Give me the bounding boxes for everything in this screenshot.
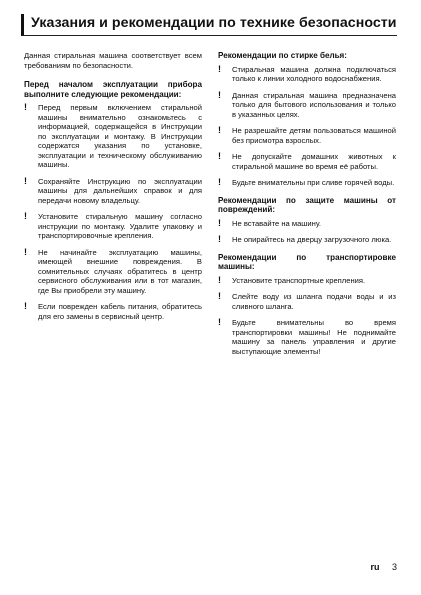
protection-list	[218, 219, 396, 245]
washing-heading: Рекомендации по стирке белья:	[218, 51, 347, 60]
exclamation-icon: !	[218, 317, 221, 328]
washing-list	[218, 65, 396, 188]
list-item-text: Данная стиральная машина предназначена только для бытового использования и только в указанных целях.	[232, 90, 396, 119]
list-item-text: Сохраняйте Инструкцию по эксплуатации машины для дальнейших справок и для передачи новому владельцу.	[38, 176, 202, 205]
list-item	[218, 126, 396, 145]
exclamation-icon: !	[218, 217, 221, 228]
transport-list	[218, 276, 396, 357]
exclamation-icon: !	[218, 274, 221, 285]
list-item-text: Установите стиральную машину согласно инструкции по монтажу. Удалите упаковку и транспортировочные крепления.	[38, 212, 202, 241]
protection-heading: Рекомендации по защите машины от повреждений:	[218, 195, 396, 215]
list-item	[24, 248, 202, 296]
list-item	[24, 103, 202, 170]
list-item	[218, 318, 396, 356]
list-item-text: Не вставайте на машину.	[232, 218, 321, 228]
list-item-text: Стиральная машина должна подключаться только к линии холодного водоснабжения.	[232, 64, 396, 84]
page-number: 3	[391, 562, 397, 572]
right-column	[218, 51, 396, 363]
list-item	[218, 178, 396, 188]
exclamation-icon: !	[24, 211, 27, 222]
list-item	[24, 302, 202, 321]
intro-paragraph: Данная стиральная машина соответствует всем требованиям по безопасности.	[24, 51, 202, 70]
list-item	[218, 91, 396, 120]
exclamation-icon: !	[218, 89, 221, 100]
list-item	[218, 292, 396, 311]
exclamation-icon: !	[218, 291, 221, 302]
list-item-text: Не опирайтесь на дверцу загрузочного люка.	[232, 235, 392, 245]
list-item	[24, 212, 202, 241]
exclamation-icon: !	[24, 102, 27, 113]
list-item	[24, 177, 202, 206]
title-bar	[21, 14, 397, 36]
exclamation-icon: !	[218, 151, 221, 162]
exclamation-icon: !	[24, 301, 27, 312]
before-use-list	[24, 103, 202, 321]
left-column	[24, 51, 202, 328]
exclamation-icon: !	[218, 177, 221, 188]
list-item	[218, 65, 396, 84]
list-item	[218, 152, 396, 171]
exclamation-icon: !	[218, 234, 221, 245]
list-item-text: Слейте воду из шланга подачи воды и из сливного шланга.	[232, 292, 396, 311]
exclamation-icon: !	[24, 246, 27, 257]
page-title: Указания и рекомендации по технике безопасности	[31, 15, 397, 31]
exclamation-icon: !	[24, 175, 27, 186]
list-item-text: Будьте внимательны во время транспортировки машины! Не поднимайте машину за панель управления и другие выступающие элементы!	[232, 318, 396, 356]
list-item	[218, 235, 396, 245]
list-item-text: Не разрешайте детям пользоваться машиной без присмотра взрослых.	[232, 126, 396, 145]
list-item-text: Перед первым включением стиральной машины внимательно ознакомьтесь с информацией, содержащейся в Инструкции по эксплуатации и монтажу. В Инструкции содержатся указания по установке, эксплуатации и техническому обслуживанию машины.	[38, 103, 202, 170]
list-item	[218, 219, 396, 229]
before-use-heading: Перед началом эксплуатации прибора выполните следующие рекомендации:	[24, 80, 202, 99]
page-footer	[370, 562, 397, 572]
list-item	[218, 276, 396, 286]
exclamation-icon: !	[218, 125, 221, 136]
language-code: ru	[370, 562, 380, 572]
transport-heading: Рекомендации по транспортировке машины:	[218, 252, 396, 272]
list-item-text: Не допускайте домашних животных к стиральной машине во время её работы.	[232, 152, 396, 171]
exclamation-icon: !	[218, 63, 221, 74]
list-item-text: Не начинайте эксплуатацию машины, имеющей внешние повреждения. В сомнительных случаях обратитесь в центр сервисного обслуживания или в тот магазин, где Вы приобрели эту машину.	[38, 247, 202, 295]
list-item-text: Будьте внимательны при сливе горячей воды.	[232, 178, 395, 188]
list-item-text: Установите транспортные крепления.	[232, 275, 366, 285]
list-item-text: Если поврежден кабель питания, обратитесь для его замены в сервисный центр.	[38, 302, 202, 321]
